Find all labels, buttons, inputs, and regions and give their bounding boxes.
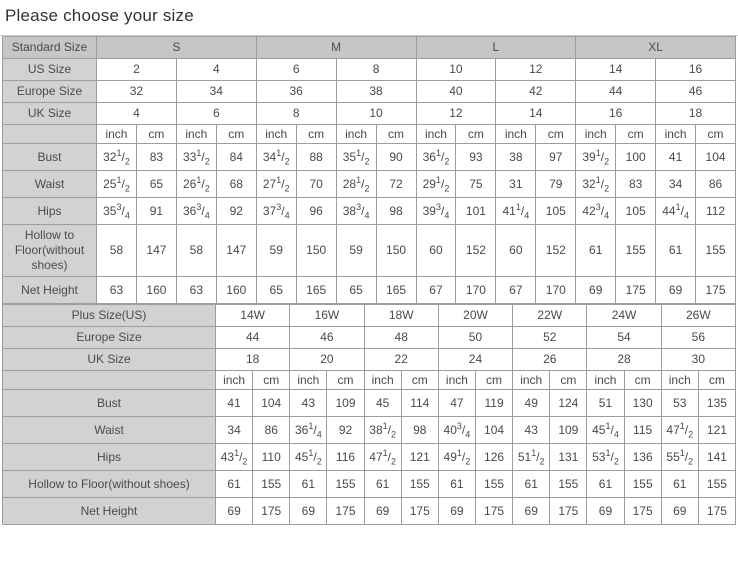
- size-group-header-cell: L: [416, 37, 576, 59]
- measurement-cell: 67: [496, 277, 536, 304]
- row-label-cell: Net Height: [3, 498, 216, 525]
- measurement-cell: 92: [216, 198, 256, 225]
- measurement-cell: 155: [616, 225, 656, 277]
- measurement-cell: 53: [661, 390, 698, 417]
- measurement-cell: 165: [296, 277, 336, 304]
- measurement-row: [3, 390, 736, 417]
- size-value-cell: 30: [661, 349, 735, 371]
- measurement-cell: 175: [327, 498, 364, 525]
- unit-cell: inch: [587, 371, 624, 390]
- size-value-cell: 24: [438, 349, 512, 371]
- measurement-cell: $45^1/_4$: [587, 417, 624, 444]
- size-value-cell: 46: [656, 81, 736, 103]
- measurement-cell: 115: [624, 417, 661, 444]
- size-value-cell: 48: [364, 327, 438, 349]
- measurement-cell: 86: [696, 171, 736, 198]
- measurement-cell: $39^1/_2$: [576, 144, 616, 171]
- row-label-cell: Hollow to Floor(without shoes): [3, 225, 97, 277]
- measurement-cell: 51: [587, 390, 624, 417]
- measurement-cell: 105: [616, 198, 656, 225]
- measurement-cell: 69: [513, 498, 550, 525]
- measurement-cell: 61: [661, 471, 698, 498]
- measurement-cell: 121: [401, 444, 438, 471]
- measurement-cell: $53^1/_2$: [587, 444, 624, 471]
- size-row: [3, 59, 736, 81]
- measurement-cell: 160: [136, 277, 176, 304]
- measurement-cell: 152: [536, 225, 576, 277]
- size-value-cell: 16: [576, 103, 656, 125]
- size-value-cell: 54: [587, 327, 661, 349]
- title-block: [0, 0, 738, 36]
- measurement-cell: $44^1/_4$: [656, 198, 696, 225]
- measurement-cell: 49: [513, 390, 550, 417]
- measurement-cell: 65: [256, 277, 296, 304]
- measurement-cell: 61: [587, 471, 624, 498]
- unit-cell: cm: [624, 371, 661, 390]
- measurement-cell: 105: [536, 198, 576, 225]
- row-label-cell: UK Size: [3, 349, 216, 371]
- size-value-cell: 14: [496, 103, 576, 125]
- size-group-header-cell: XL: [576, 37, 736, 59]
- size-row: [3, 81, 736, 103]
- measurement-row: [3, 225, 736, 277]
- measurement-cell: 65: [336, 277, 376, 304]
- unit-cell: inch: [656, 125, 696, 144]
- measurement-cell: $28^1/_2$: [336, 171, 376, 198]
- size-value-cell: 38: [336, 81, 416, 103]
- measurement-cell: 58: [97, 225, 137, 277]
- measurement-cell: $35^3/_4$: [97, 198, 137, 225]
- size-row: [3, 349, 736, 371]
- measurement-cell: 131: [550, 444, 587, 471]
- unit-cell: inch: [336, 125, 376, 144]
- unit-cell: cm: [376, 125, 416, 144]
- size-group-header-cell: 20W: [438, 305, 512, 327]
- size-value-cell: 50: [438, 327, 512, 349]
- size-value-cell: 18: [656, 103, 736, 125]
- unit-cell: cm: [216, 125, 256, 144]
- measurement-cell: 60: [416, 225, 456, 277]
- unit-cell: inch: [176, 125, 216, 144]
- measurement-cell: $29^1/_2$: [416, 171, 456, 198]
- measurement-cell: 61: [438, 471, 475, 498]
- unit-cell: inch: [496, 125, 536, 144]
- row-label-cell: Hollow to Floor(without shoes): [3, 471, 216, 498]
- measurement-cell: $51^1/_2$: [513, 444, 550, 471]
- size-value-cell: 34: [176, 81, 256, 103]
- measurement-cell: $42^3/_4$: [576, 198, 616, 225]
- size-value-cell: 18: [216, 349, 290, 371]
- measurement-cell: $38^1/_2$: [364, 417, 401, 444]
- size-value-cell: 22: [364, 349, 438, 371]
- size-value-cell: 8: [336, 59, 416, 81]
- measurement-cell: 155: [327, 471, 364, 498]
- measurement-cell: $36^3/_4$: [176, 198, 216, 225]
- measurement-cell: 72: [376, 171, 416, 198]
- unit-cell: cm: [475, 371, 512, 390]
- row-label-cell: US Size: [3, 59, 97, 81]
- measurement-cell: 61: [656, 225, 696, 277]
- unit-cell: cm: [253, 371, 290, 390]
- empty-label-cell: [3, 125, 97, 144]
- size-value-cell: 52: [513, 327, 587, 349]
- size-value-cell: 42: [496, 81, 576, 103]
- measurement-cell: 59: [336, 225, 376, 277]
- size-group-header-cell: M: [256, 37, 416, 59]
- measurement-cell: 84: [216, 144, 256, 171]
- size-value-cell: 8: [256, 103, 336, 125]
- unit-cell: cm: [401, 371, 438, 390]
- measurement-cell: 121: [698, 417, 735, 444]
- measurement-cell: 175: [401, 498, 438, 525]
- measurement-cell: 61: [216, 471, 253, 498]
- size-row: [3, 103, 736, 125]
- measurement-cell: 155: [475, 471, 512, 498]
- size-value-cell: 6: [176, 103, 256, 125]
- measurement-cell: 109: [550, 417, 587, 444]
- measurement-row: [3, 171, 736, 198]
- unit-cell: cm: [327, 371, 364, 390]
- standard-size-table: [2, 36, 736, 304]
- measurement-cell: $37^3/_4$: [256, 198, 296, 225]
- measurement-cell: $49^1/_2$: [438, 444, 475, 471]
- measurement-cell: 130: [624, 390, 661, 417]
- unit-row: [3, 371, 736, 390]
- measurement-cell: 155: [550, 471, 587, 498]
- measurement-row: [3, 471, 736, 498]
- unit-cell: inch: [256, 125, 296, 144]
- measurement-cell: 70: [296, 171, 336, 198]
- measurement-cell: 90: [376, 144, 416, 171]
- measurement-cell: 86: [253, 417, 290, 444]
- unit-cell: inch: [513, 371, 550, 390]
- row-label-cell: Bust: [3, 390, 216, 417]
- measurement-cell: $34^1/_2$: [256, 144, 296, 171]
- size-value-cell: 12: [416, 103, 496, 125]
- size-value-cell: 32: [97, 81, 177, 103]
- measurement-cell: 41: [656, 144, 696, 171]
- size-group-header-cell: 22W: [513, 305, 587, 327]
- measurement-cell: 83: [616, 171, 656, 198]
- unit-cell: cm: [698, 371, 735, 390]
- size-value-cell: 26: [513, 349, 587, 371]
- measurement-cell: $27^1/_2$: [256, 171, 296, 198]
- measurement-cell: 175: [550, 498, 587, 525]
- measurement-cell: 155: [624, 471, 661, 498]
- row-label-cell: Bust: [3, 144, 97, 171]
- unit-cell: cm: [550, 371, 587, 390]
- measurement-row: [3, 198, 736, 225]
- empty-label-cell: [3, 371, 216, 390]
- size-row: [3, 327, 736, 349]
- measurement-cell: 69: [661, 498, 698, 525]
- measurement-cell: 61: [364, 471, 401, 498]
- size-group-header-cell: 26W: [661, 305, 735, 327]
- measurement-cell: 68: [216, 171, 256, 198]
- measurement-cell: $36^1/_2$: [416, 144, 456, 171]
- unit-cell: inch: [290, 371, 327, 390]
- measurement-cell: $36^1/_4$: [290, 417, 327, 444]
- unit-row: [3, 125, 736, 144]
- measurement-row: [3, 498, 736, 525]
- measurement-cell: 67: [416, 277, 456, 304]
- measurement-cell: 104: [696, 144, 736, 171]
- measurement-cell: 147: [216, 225, 256, 277]
- size-group-header-cell: S: [97, 37, 257, 59]
- row-label-cell: Waist: [3, 417, 216, 444]
- measurement-cell: 170: [456, 277, 496, 304]
- measurement-cell: $32^1/_2$: [97, 144, 137, 171]
- measurement-cell: $38^3/_4$: [336, 198, 376, 225]
- measurement-cell: $47^1/_2$: [364, 444, 401, 471]
- measurement-cell: 92: [327, 417, 364, 444]
- row-label-cell: Hips: [3, 198, 97, 225]
- measurement-cell: 155: [253, 471, 290, 498]
- measurement-cell: $55^1/_2$: [661, 444, 698, 471]
- page-title: Please choose your size: [5, 6, 194, 25]
- measurement-cell: 175: [624, 498, 661, 525]
- size-value-cell: 14: [576, 59, 656, 81]
- measurement-cell: 104: [475, 417, 512, 444]
- size-header-row: [3, 305, 736, 327]
- measurement-cell: 109: [327, 390, 364, 417]
- size-group-header-cell: 16W: [290, 305, 364, 327]
- row-label-cell: Waist: [3, 171, 97, 198]
- unit-cell: cm: [536, 125, 576, 144]
- measurement-cell: 126: [475, 444, 512, 471]
- measurement-cell: 175: [696, 277, 736, 304]
- measurement-row: [3, 444, 736, 471]
- measurement-cell: 69: [438, 498, 475, 525]
- measurement-cell: 83: [136, 144, 176, 171]
- measurement-row: [3, 417, 736, 444]
- unit-cell: inch: [661, 371, 698, 390]
- measurement-cell: 69: [587, 498, 624, 525]
- measurement-cell: 150: [376, 225, 416, 277]
- measurement-cell: 63: [97, 277, 137, 304]
- unit-cell: cm: [696, 125, 736, 144]
- measurement-cell: 88: [296, 144, 336, 171]
- plus-size-table: [2, 304, 736, 525]
- measurement-cell: 59: [256, 225, 296, 277]
- measurement-cell: 116: [327, 444, 364, 471]
- unit-cell: inch: [438, 371, 475, 390]
- measurement-cell: $41^1/_4$: [496, 198, 536, 225]
- measurement-cell: $26^1/_2$: [176, 171, 216, 198]
- size-value-cell: 2: [97, 59, 177, 81]
- size-value-cell: 46: [290, 327, 364, 349]
- unit-cell: inch: [364, 371, 401, 390]
- measurement-cell: 65: [136, 171, 176, 198]
- measurement-cell: 150: [296, 225, 336, 277]
- measurement-cell: 96: [296, 198, 336, 225]
- measurement-cell: 60: [496, 225, 536, 277]
- measurement-cell: 93: [456, 144, 496, 171]
- size-value-cell: 4: [97, 103, 177, 125]
- measurement-cell: 34: [656, 171, 696, 198]
- measurement-cell: 165: [376, 277, 416, 304]
- measurement-cell: 110: [253, 444, 290, 471]
- row-label-cell: UK Size: [3, 103, 97, 125]
- size-value-cell: 16: [656, 59, 736, 81]
- measurement-cell: $32^1/_2$: [576, 171, 616, 198]
- measurement-cell: $40^3/_4$: [438, 417, 475, 444]
- corner-label-cell: Plus Size(US): [3, 305, 216, 327]
- measurement-cell: 43: [513, 417, 550, 444]
- size-group-header-cell: 18W: [364, 305, 438, 327]
- measurement-cell: 58: [176, 225, 216, 277]
- size-value-cell: 20: [290, 349, 364, 371]
- measurement-cell: 69: [656, 277, 696, 304]
- measurement-cell: 141: [698, 444, 735, 471]
- measurement-cell: 135: [698, 390, 735, 417]
- measurement-cell: 79: [536, 171, 576, 198]
- measurement-cell: 155: [401, 471, 438, 498]
- measurement-cell: 63: [176, 277, 216, 304]
- measurement-cell: 114: [401, 390, 438, 417]
- measurement-cell: 98: [401, 417, 438, 444]
- measurement-cell: 160: [216, 277, 256, 304]
- measurement-cell: 175: [475, 498, 512, 525]
- size-tables-container: [0, 36, 738, 525]
- size-value-cell: 44: [576, 81, 656, 103]
- unit-cell: inch: [216, 371, 253, 390]
- measurement-cell: 175: [253, 498, 290, 525]
- measurement-cell: 112: [696, 198, 736, 225]
- measurement-cell: 155: [696, 225, 736, 277]
- measurement-cell: 175: [698, 498, 735, 525]
- row-label-cell: Europe Size: [3, 327, 216, 349]
- unit-cell: inch: [97, 125, 137, 144]
- measurement-cell: 47: [438, 390, 475, 417]
- measurement-cell: 61: [513, 471, 550, 498]
- unit-cell: inch: [416, 125, 456, 144]
- size-value-cell: 6: [256, 59, 336, 81]
- measurement-cell: 155: [698, 471, 735, 498]
- measurement-cell: $39^3/_4$: [416, 198, 456, 225]
- measurement-cell: 101: [456, 198, 496, 225]
- measurement-cell: $25^1/_2$: [97, 171, 137, 198]
- size-value-cell: 10: [336, 103, 416, 125]
- row-label-cell: Europe Size: [3, 81, 97, 103]
- row-label-cell: Net Height: [3, 277, 97, 304]
- measurement-cell: $33^1/_2$: [176, 144, 216, 171]
- measurement-cell: $45^1/_2$: [290, 444, 327, 471]
- measurement-cell: 119: [475, 390, 512, 417]
- measurement-cell: 45: [364, 390, 401, 417]
- measurement-cell: 152: [456, 225, 496, 277]
- size-value-cell: 12: [496, 59, 576, 81]
- size-value-cell: 44: [216, 327, 290, 349]
- measurement-cell: 98: [376, 198, 416, 225]
- size-header-row: [3, 37, 736, 59]
- unit-cell: cm: [616, 125, 656, 144]
- measurement-cell: 41: [216, 390, 253, 417]
- measurement-cell: 69: [290, 498, 327, 525]
- measurement-cell: 69: [364, 498, 401, 525]
- measurement-cell: 34: [216, 417, 253, 444]
- size-value-cell: 10: [416, 59, 496, 81]
- measurement-cell: 91: [136, 198, 176, 225]
- corner-label-cell: Standard Size: [3, 37, 97, 59]
- measurement-cell: $43^1/_2$: [216, 444, 253, 471]
- size-group-header-cell: 24W: [587, 305, 661, 327]
- unit-cell: cm: [456, 125, 496, 144]
- size-value-cell: 4: [176, 59, 256, 81]
- size-value-cell: 40: [416, 81, 496, 103]
- measurement-cell: $47^1/_2$: [661, 417, 698, 444]
- size-group-header-cell: 14W: [216, 305, 290, 327]
- measurement-cell: 69: [576, 277, 616, 304]
- measurement-cell: 104: [253, 390, 290, 417]
- measurement-cell: 61: [576, 225, 616, 277]
- size-value-cell: 36: [256, 81, 336, 103]
- size-value-cell: 56: [661, 327, 735, 349]
- measurement-cell: 61: [290, 471, 327, 498]
- unit-cell: cm: [136, 125, 176, 144]
- measurement-cell: 31: [496, 171, 536, 198]
- measurement-cell: 69: [216, 498, 253, 525]
- unit-cell: cm: [296, 125, 336, 144]
- measurement-cell: 100: [616, 144, 656, 171]
- row-label-cell: Hips: [3, 444, 216, 471]
- measurement-row: [3, 277, 736, 304]
- measurement-cell: $35^1/_2$: [336, 144, 376, 171]
- measurement-cell: 170: [536, 277, 576, 304]
- measurement-cell: 38: [496, 144, 536, 171]
- measurement-cell: 175: [616, 277, 656, 304]
- measurement-cell: 75: [456, 171, 496, 198]
- measurement-cell: 124: [550, 390, 587, 417]
- measurement-cell: 136: [624, 444, 661, 471]
- measurement-row: [3, 144, 736, 171]
- measurement-cell: 97: [536, 144, 576, 171]
- unit-cell: inch: [576, 125, 616, 144]
- measurement-cell: 43: [290, 390, 327, 417]
- measurement-cell: 147: [136, 225, 176, 277]
- size-value-cell: 28: [587, 349, 661, 371]
